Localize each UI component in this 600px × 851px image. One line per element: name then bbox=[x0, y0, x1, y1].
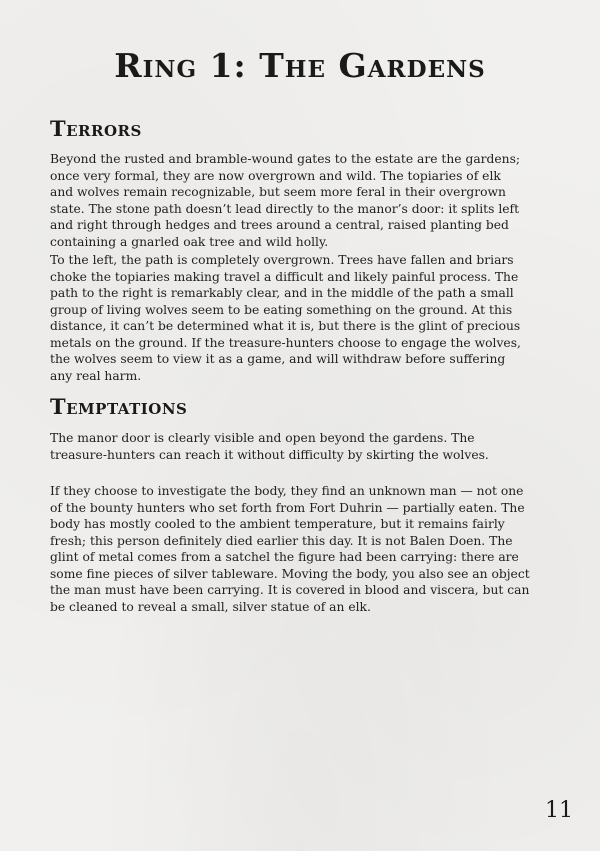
paragraph: To the left, the path is completely overgrown. Trees have fallen and briars choke the topiaries making travel a difficult and likely painful process. The path to the right is remarkably clear, and in the middle of the path a small group of living wolves seem to be eating something on the ground. At this distance, it can’t be determined what it is, but there is the glint of precious metals on the ground. If the treasure-hunters choose to engage the wolves, the wolves seem to view it as a game, and will withdraw before suffering any real harm. bbox=[50, 253, 521, 383]
paragraph: Beyond the rusted and bramble-wound gates to the estate are the gardens; once very formal, they are now overgrown and wild. The topiaries of elk and wolves remain recognizable, but seem more feral in their overgrown state. The stone path doesn’t lead directly to the manor’s door: it splits left and right through hedges and trees around a central, raised planting bed containing a gnarled oak tree and wild holly. bbox=[50, 152, 521, 249]
paragraph: The manor door is clearly visible and open beyond the gardens. The treasure-hunters can reach it without difficulty by skirting the wolves. bbox=[50, 431, 489, 462]
page-title: Ring 1: The Gardens bbox=[114, 46, 486, 85]
page-number: 11 bbox=[545, 798, 573, 823]
paragraph: If they choose to investigate the body, they find an unknown man — not one of the bounty hunters who set forth from Fort Duhrin — partially eaten. The body has mostly cooled to the ambient temperature, but it remains fairly fresh; this person definitely died earlier this day. It is not Balen Doen. The glint of metal comes from a satchel the figure had been carrying: there are some fine pieces of silver tableware. Moving the body, you also see an object the man must have been carrying. It is covered in blood and viscera, but can be cleaned to reveal a small, silver statue of an elk. bbox=[50, 484, 530, 614]
section-heading-terrors: Terrors bbox=[50, 116, 142, 141]
section-heading-temptations: Temptations bbox=[50, 394, 188, 419]
